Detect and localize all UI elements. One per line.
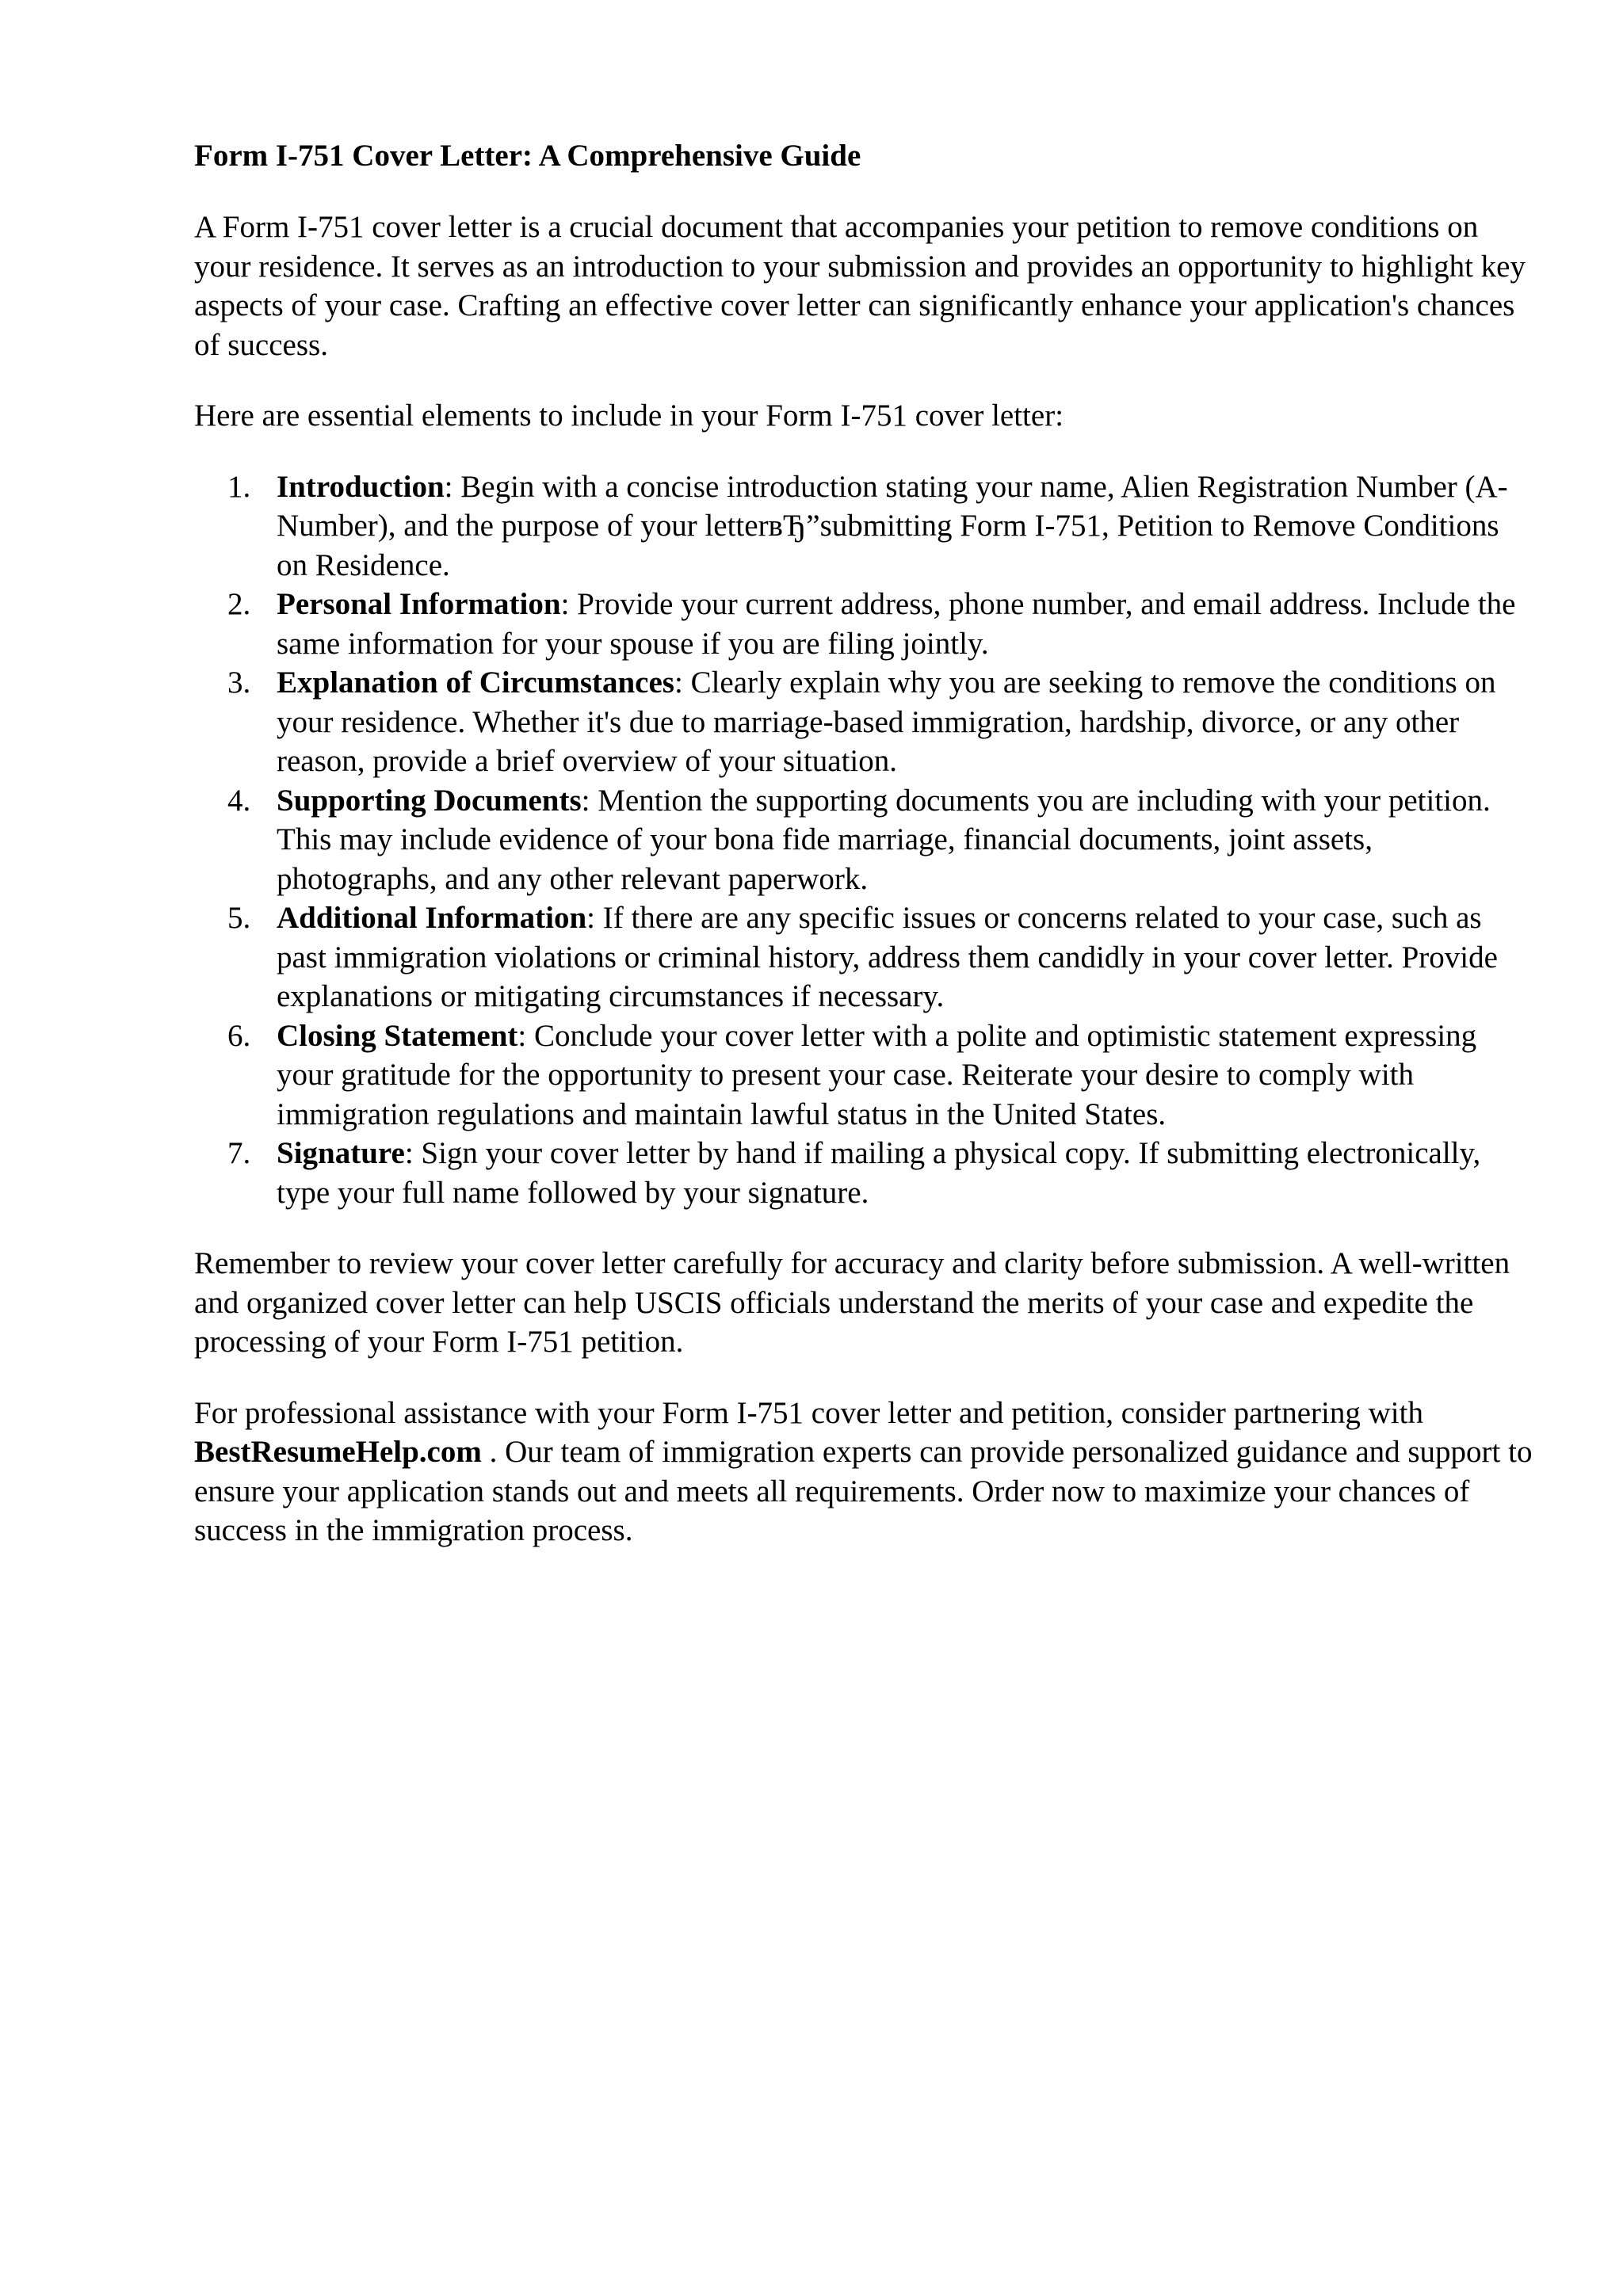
list-item-number: 2. xyxy=(227,587,251,621)
list-item xyxy=(194,898,1533,1016)
list-item-number: 4. xyxy=(227,783,251,818)
list-item-text: : Begin with a concise introduction stating your name, Alien Registration Number (A-Number), and the purpose of your letterвЂ”submitting Form I-751, Petition to Remove Conditions on Residence. xyxy=(277,469,1508,582)
list-item-text: : Provide your current address, phone number, and email address. Include the same information for your spouse if you are filing jointly. xyxy=(277,587,1516,661)
list-intro-paragraph: Here are essential elements to include in your Form I-751 cover letter: xyxy=(194,399,1064,433)
reminder-paragraph: Remember to review your cover letter carefully for accuracy and clarity before submission. A well-written and organized cover letter can help USCIS officials understand the merits of your case and expedite the processing of your Form I-751 petition. xyxy=(194,1246,1510,1359)
list-item xyxy=(194,1134,1533,1212)
closing-paragraph xyxy=(194,1394,1533,1550)
document-title: Form I-751 Cover Letter: A Comprehensive Guide xyxy=(194,139,861,173)
intro-paragraph: A Form I-751 cover letter is a crucial document that accompanies your petition to remove conditions on your residence. It serves as an introduction to your submission and provides an opportunity to highlight key aspects of your case. Crafting an effective cover letter can significantly enhance your application's chances of success. xyxy=(194,210,1526,362)
elements-list xyxy=(194,467,1533,1213)
list-item-term: Introduction xyxy=(277,469,445,504)
list-item-text: : Clearly explain why you are seeking to remove the conditions on your residence. Whether it's due to marriage-based immigration, hardship, divorce, or any other reason, provide a brief overview of your situation. xyxy=(277,666,1496,778)
list-item-term: Signature xyxy=(277,1136,405,1170)
list-item-text: : Sign your cover letter by hand if mailing a physical copy. If submitting electronically, type your full name followed by your signature. xyxy=(277,1136,1481,1210)
closing-tail: . Our team of immigration experts can provide personalized guidance and support to ensure your application stands out and meets all requirements. Order now to maximize your chances of success in the immigration process. xyxy=(194,1435,1533,1547)
list-item xyxy=(194,663,1533,781)
brand-name: BestResumeHelp.com xyxy=(194,1435,482,1469)
list-item-number: 6. xyxy=(227,1018,251,1053)
list-item-text: : Conclude your cover letter with a polite and optimistic statement expressing your gratitude for the opportunity to present your case. Reiterate your desire to comply with immigration regulations and maintain lawful status in the United States. xyxy=(277,1018,1477,1131)
list-item-number: 7. xyxy=(227,1136,251,1170)
list-item-text: : Mention the supporting documents you are including with your petition. This may include evidence of your bona fide marriage, financial documents, joint assets, photographs, and any other relevant paperwork. xyxy=(277,783,1491,896)
document-page xyxy=(194,136,1533,1582)
list-item-term: Supporting Documents xyxy=(277,783,582,818)
list-item xyxy=(194,1016,1533,1135)
list-item-term: Personal Information xyxy=(277,587,561,621)
list-item-text: : If there are any specific issues or concerns related to your case, such as past immigration violations or criminal history, address them candidly in your cover letter. Provide explanations or mitigating circumstances if necessary. xyxy=(277,901,1498,1013)
list-item-number: 5. xyxy=(227,901,251,935)
list-item xyxy=(194,781,1533,899)
list-item xyxy=(194,585,1533,663)
list-item-number: 3. xyxy=(227,666,251,700)
closing-lead: For professional assistance with your Form I-751 cover letter and petition, consider partnering with xyxy=(194,1395,1423,1430)
list-item-term: Explanation of Circumstances xyxy=(277,666,674,700)
list-item-number: 1. xyxy=(227,469,251,504)
list-item-term: Additional Information xyxy=(277,901,587,935)
list-item-term: Closing Statement xyxy=(277,1018,518,1053)
list-item xyxy=(194,467,1533,585)
